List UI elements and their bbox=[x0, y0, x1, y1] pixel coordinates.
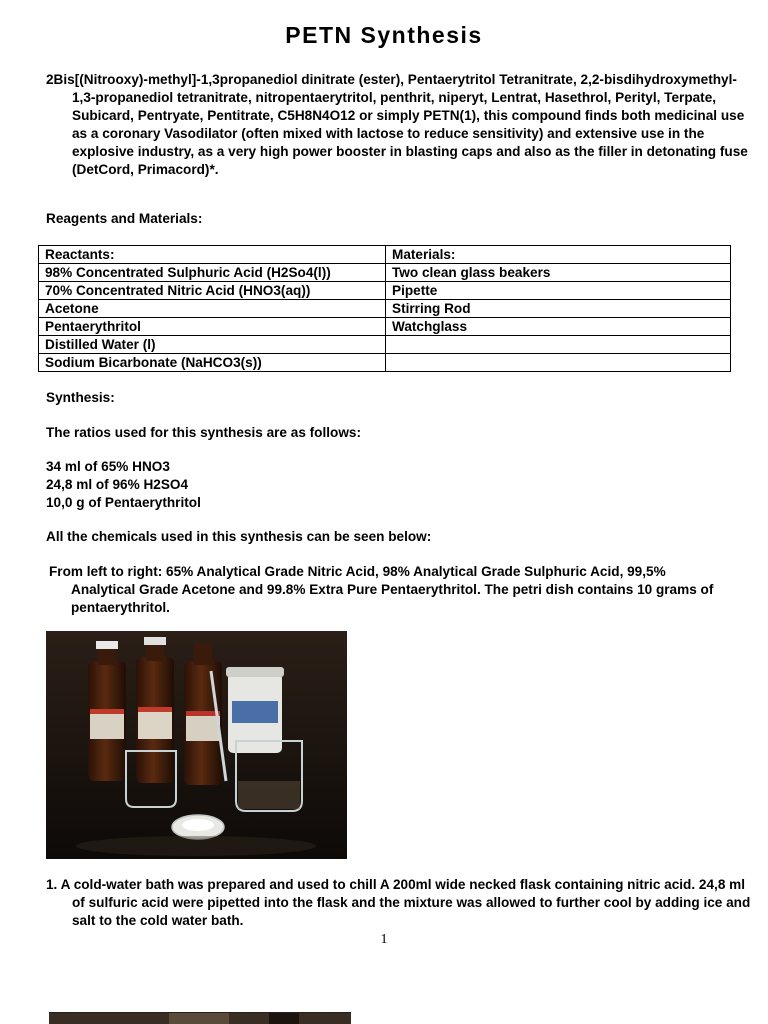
ratio-item: 10,0 g of Pentaerythritol bbox=[46, 495, 201, 510]
ratio-item: 34 ml of 65% HNO3 bbox=[46, 459, 170, 474]
table-row bbox=[39, 354, 731, 372]
photo-caption: From left to right: 65% Analytical Grade Nitric Acid, 98% Analytical Grade Sulphuric Acid, 99,5% Analytical Grade Acetone and 99.8% Extra Pure Pentaerythritol. The petri dish contains 10 grams of pentaerythritol. bbox=[49, 564, 714, 615]
reagents-table bbox=[38, 245, 731, 372]
table-row bbox=[39, 336, 731, 354]
table-cell-material bbox=[386, 354, 731, 372]
table-cell-reactant: 70% Concentrated Nitric Acid (HNO3(aq)) bbox=[39, 282, 386, 300]
table-cell-material: Stirring Rod bbox=[386, 300, 731, 318]
table-cell-reactant: Sodium Bicarbonate (NaHCO3(s)) bbox=[39, 354, 386, 372]
ratios-heading: The ratios used for this synthesis are as follows: bbox=[46, 425, 362, 440]
synthesis-heading: Synthesis: bbox=[46, 390, 115, 405]
table-row bbox=[39, 282, 731, 300]
document-title: PETN Synthesis bbox=[285, 22, 483, 48]
table-header-row bbox=[39, 246, 731, 264]
table-cell-material bbox=[386, 336, 731, 354]
chemicals-photo bbox=[46, 631, 347, 859]
next-photo-partial bbox=[49, 1012, 351, 1024]
intro-paragraph: 2Bis[(Nitrooxy)-methyl]-1,3propanediol dinitrate (ester), Pentaerytritol Tetranitrate, 2,2-bisdihydroxymethyl-1,3-propanediol tetranitrate, nitropentaerytritol, penthrit, niperyt, Lentrat, Hasethrol, Perityl, Terpate, Subicard, Pentryate, Pentitrate, C5H8N4O12 or simply PETN(1), this compound finds both medicinal use as a coronary Vasodilator (often mixed with lactose to reduce sensitivity) and extensive use in the explosive industry, as a very high power booster in blasting caps and also as the filler in detonating fuse (DetCord, Primacord)*. bbox=[46, 72, 748, 177]
table-row bbox=[39, 318, 731, 336]
table-header-reactants: Reactants: bbox=[39, 246, 386, 264]
chemicals-line: All the chemicals used in this synthesis can be seen below: bbox=[46, 529, 432, 544]
step-1: 1. A cold-water bath was prepared and used to chill A 200ml wide necked flask containing nitric acid. 24,8 ml of sulfuric acid were pipetted into the flask and the mixture was allowed to further cool by adding ice and salt to the cold water bath. bbox=[46, 877, 751, 928]
table-row bbox=[39, 264, 731, 282]
page-number: 1 bbox=[380, 932, 388, 947]
table-cell-material: Two clean glass beakers bbox=[386, 264, 731, 282]
table-cell-reactant: Distilled Water (l) bbox=[39, 336, 386, 354]
reagents-heading: Reagents and Materials: bbox=[46, 211, 203, 226]
table-cell-material: Pipette bbox=[386, 282, 731, 300]
table-cell-reactant: Acetone bbox=[39, 300, 386, 318]
table-cell-reactant: 98% Concentrated Sulphuric Acid (H2So4(l)) bbox=[39, 264, 386, 282]
table-cell-material: Watchglass bbox=[386, 318, 731, 336]
table-cell-reactant: Pentaerythritol bbox=[39, 318, 386, 336]
ratios-list bbox=[46, 458, 201, 512]
table-header-materials: Materials: bbox=[386, 246, 731, 264]
ratio-item: 24,8 ml of 96% H2SO4 bbox=[46, 477, 189, 492]
table-row bbox=[39, 300, 731, 318]
